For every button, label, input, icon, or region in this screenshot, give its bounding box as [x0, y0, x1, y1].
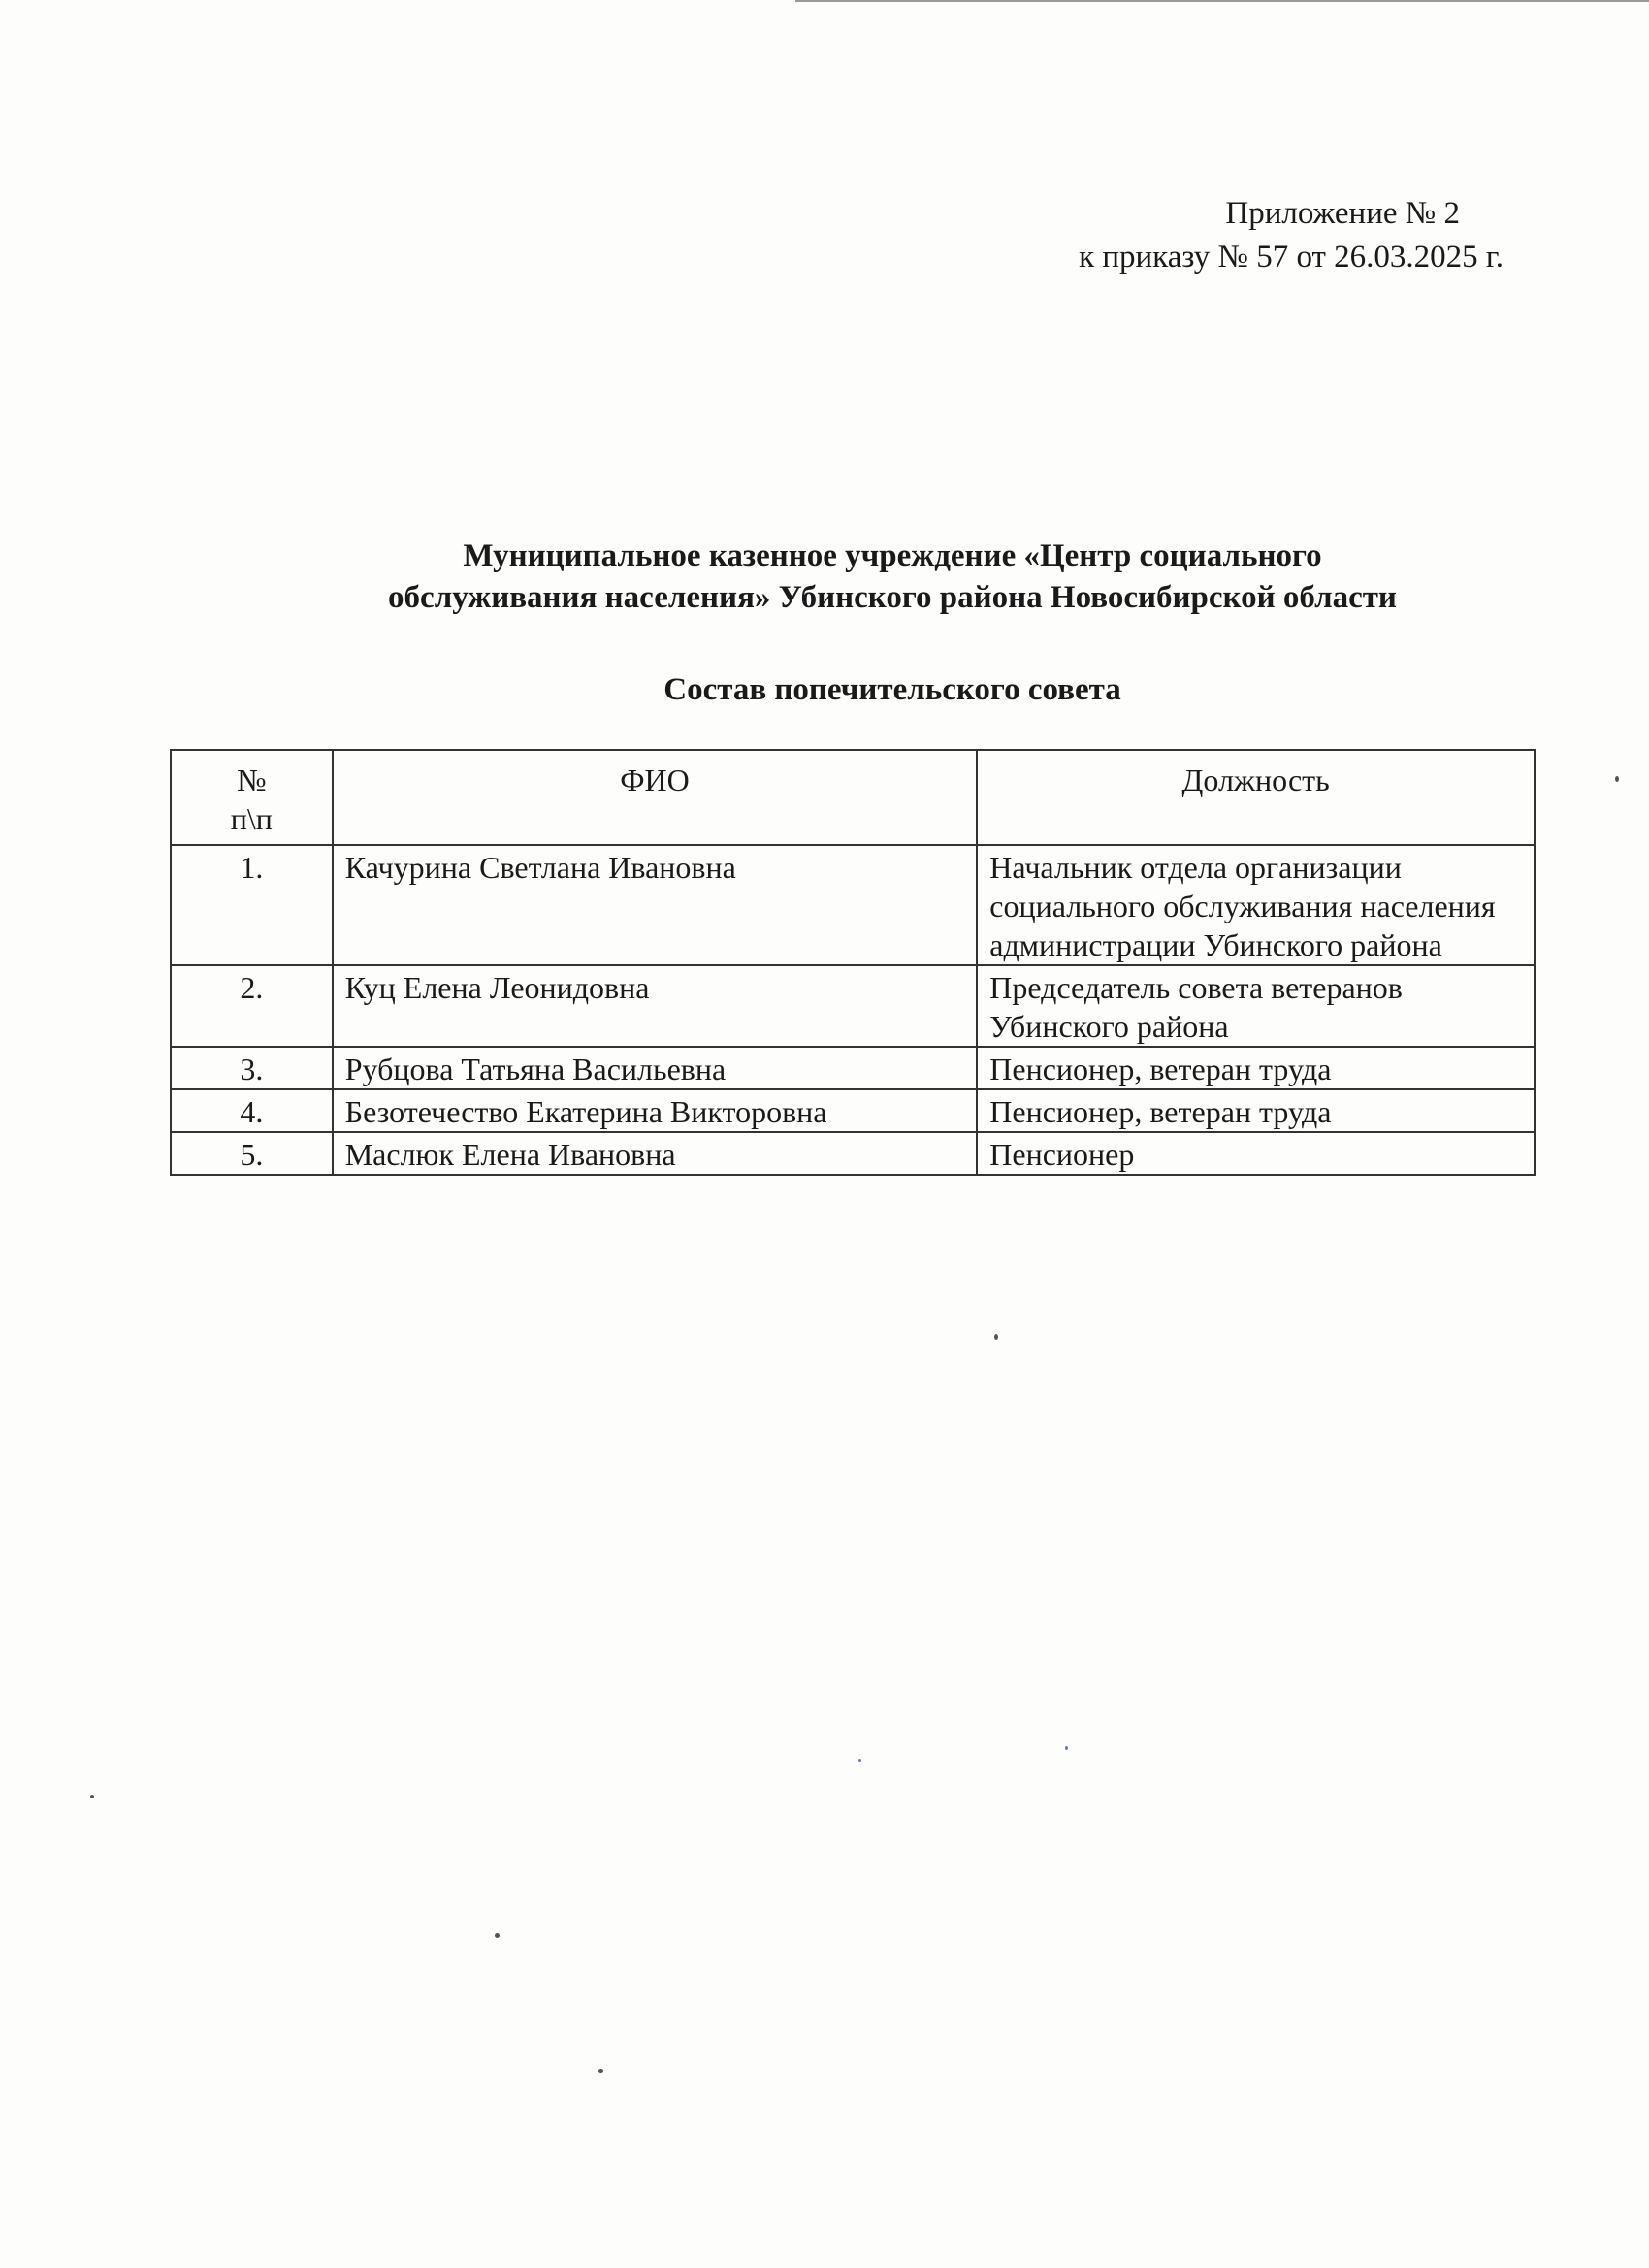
row-number: 2.: [171, 965, 333, 1047]
scan-speck: [1065, 1746, 1068, 1750]
member-position: Начальник отдела организации социального обслуживания населения администрации Убинского района: [977, 845, 1535, 965]
column-header-number-line-1: №: [237, 762, 267, 797]
member-name: Маслюк Елена Ивановна: [333, 1132, 978, 1175]
organization-title: [233, 535, 1552, 619]
scan-speck: [994, 1334, 998, 1340]
appendix-number: Приложение № 2: [1225, 196, 1460, 231]
scan-speck: [90, 1795, 94, 1798]
row-number: 3.: [171, 1047, 333, 1089]
column-header-number-line-2: п\п: [230, 801, 273, 836]
member-name: Безотечество Екатерина Викторовна: [333, 1089, 978, 1132]
member-position: Председатель совета ветеранов Убинского района: [977, 965, 1535, 1047]
document-title: Состав попечительского совета: [663, 672, 1121, 707]
table-row: [171, 965, 1535, 1047]
table-row: [171, 845, 1535, 965]
scan-speck: [495, 1933, 500, 1938]
appendix-reference: [1079, 192, 1504, 279]
member-name: Куц Елена Леонидовна: [333, 965, 978, 1047]
table-row: [171, 1132, 1535, 1175]
member-position: Пенсионер, ветеран труда: [977, 1047, 1535, 1089]
column-header-name: ФИО: [333, 750, 978, 845]
column-header-position: Должность: [977, 750, 1535, 845]
member-position: Пенсионер, ветеран труда: [977, 1089, 1535, 1132]
scan-speck: [858, 1759, 861, 1762]
column-header-number: [171, 750, 333, 845]
table-header-row: [171, 750, 1535, 845]
organization-title-line-2: обслуживания населения» Убинского района Новосибирской области: [388, 580, 1397, 615]
council-members-table: [170, 749, 1536, 1176]
scan-speck: [1615, 776, 1619, 782]
member-position: Пенсионер: [977, 1132, 1535, 1175]
member-name: Рубцова Татьяна Васильевна: [333, 1047, 978, 1089]
row-number: 1.: [171, 845, 333, 965]
scan-speck: [598, 2069, 603, 2073]
row-number: 4.: [171, 1089, 333, 1132]
scan-edge-line: [795, 0, 1649, 2]
row-number: 5.: [171, 1132, 333, 1175]
table-row: [171, 1089, 1535, 1132]
order-reference: к приказу № 57 от 26.03.2025 г.: [1079, 240, 1504, 275]
table-row: [171, 1047, 1535, 1089]
organization-title-line-1: Муниципальное казенное учреждение «Центр социального: [463, 538, 1322, 573]
member-name: Качурина Светлана Ивановна: [333, 845, 978, 965]
